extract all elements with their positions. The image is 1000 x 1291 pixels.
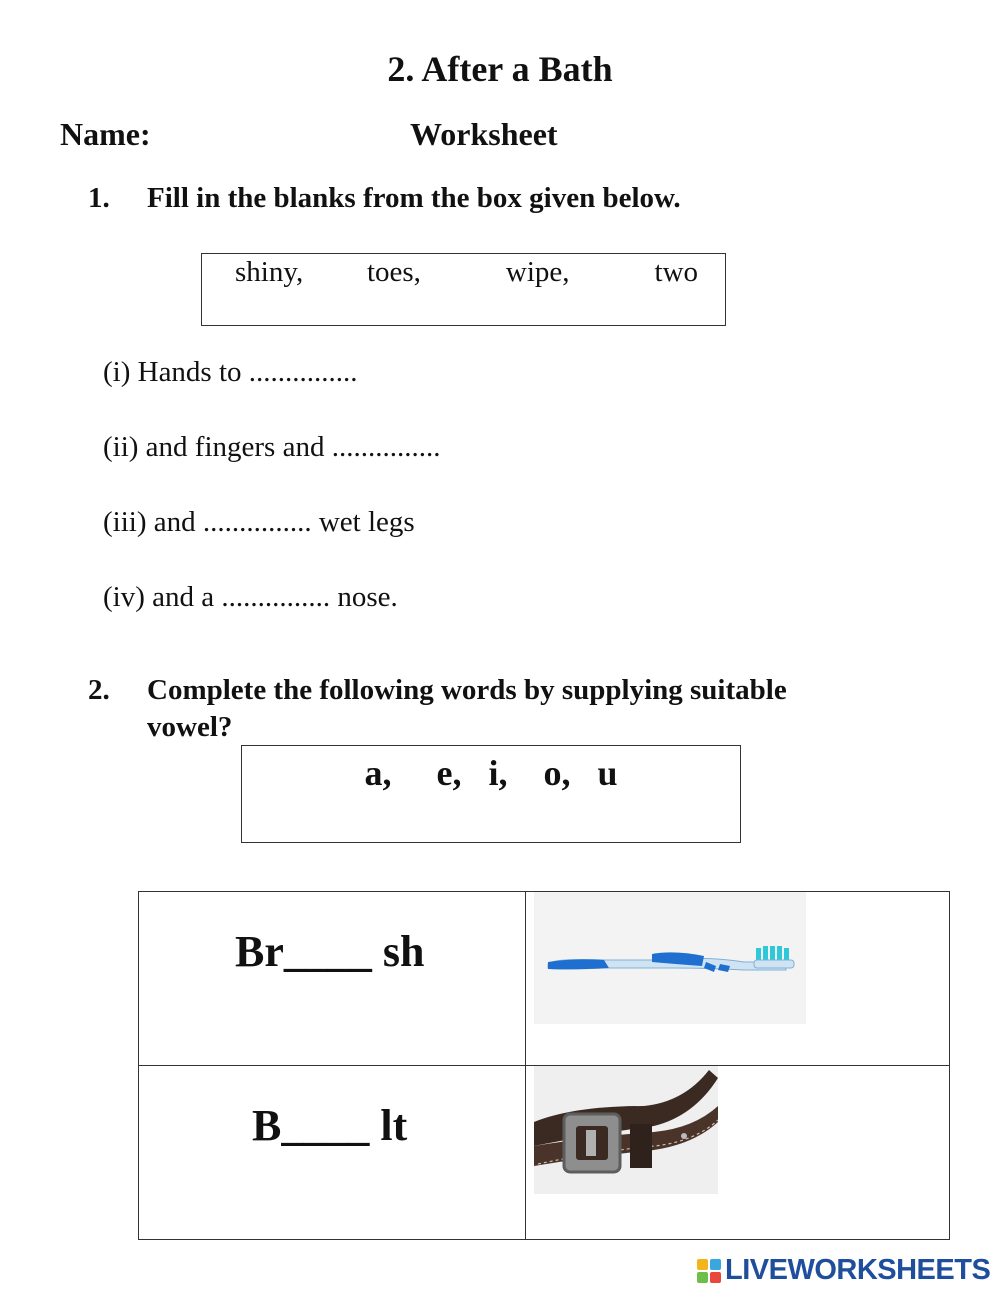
blank-line-1: (i) Hands to ............... <box>103 356 358 388</box>
question-2-number: 2. <box>88 674 110 706</box>
table-row <box>139 892 950 1066</box>
word-cell <box>139 892 526 1066</box>
blank-line-4: (iv) and a ............... nose. <box>103 581 398 613</box>
liveworksheets-logo-icon <box>697 1259 721 1283</box>
worksheet-title: 2. After a Bath <box>387 49 613 89</box>
question-2-text-line2: vowel? <box>147 711 233 743</box>
liveworksheets-wordmark: LIVEWORKSHEETS <box>725 1254 991 1286</box>
question-1-text: Fill in the blanks from the box given below. <box>147 182 681 214</box>
name-label: Name: <box>60 116 151 152</box>
vowel-box <box>241 745 741 843</box>
toothbrush-image <box>534 892 806 1024</box>
picture-cell <box>526 1066 950 1240</box>
question-1-number: 1. <box>88 182 110 214</box>
word-box <box>201 253 726 326</box>
word-picture-table <box>138 891 950 1240</box>
vowel-box-text: a, e, i, o, u <box>364 753 618 793</box>
picture-cell <box>526 892 950 1066</box>
question-2-text-line1: Complete the following words by supplying suitable <box>147 674 787 706</box>
liveworksheets-logo <box>697 1254 990 1287</box>
table-row <box>139 1066 950 1240</box>
word-belt: B____ lt <box>252 1101 408 1150</box>
word-brush: Br____ sh <box>235 927 425 976</box>
word-box-text: shiny, toes, wipe, two <box>235 256 699 288</box>
word-cell <box>139 1066 526 1240</box>
belt-image <box>534 1066 718 1194</box>
blank-line-2: (ii) and fingers and ............... <box>103 431 441 463</box>
worksheet-label: Worksheet <box>410 116 558 152</box>
blank-line-3: (iii) and ............... wet legs <box>103 506 415 538</box>
